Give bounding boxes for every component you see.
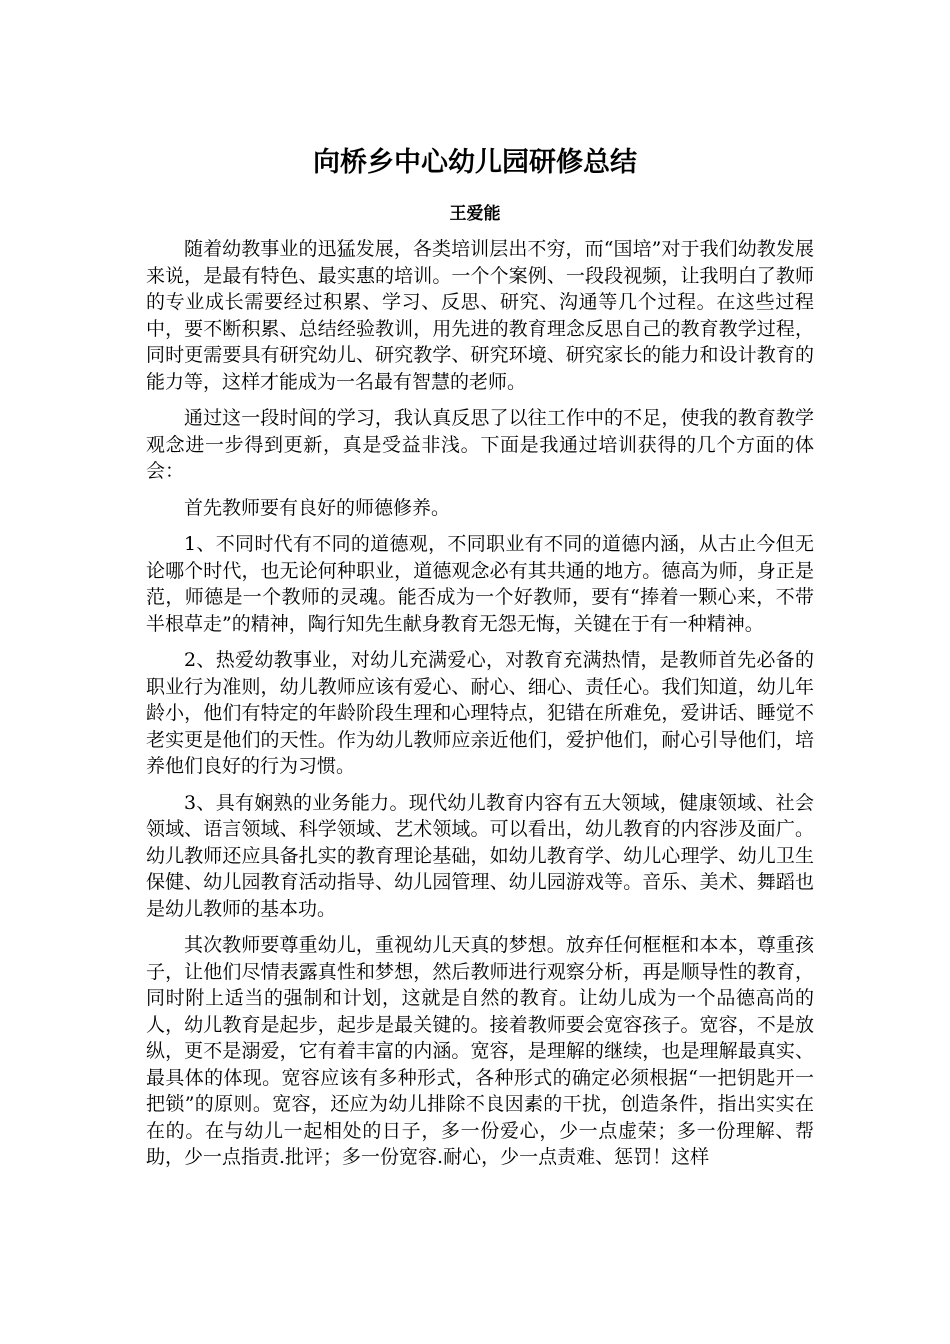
document-author: 王爱能	[449, 204, 501, 224]
paragraph: 通过这一段时间的学习，我认真反思了以往工作中的不足，使我的教育教学观念进一步得到更新，真是受益非浅。下面是我通过培训获得的几个方面的体会：	[146, 407, 814, 482]
paragraph: 随着幼教事业的迅猛发展，各类培训层出不穷，而“国培”对于我们幼教发展来说，是最有特色、最实惠的培训。一个个案例、一段段视频，让我明白了教师的专业成长需要经过积累、学习、反思、研究、沟通等几个过程。在这些过程中，要不断积累、总结经验教训，用先进的教育理念反思自己的教育教学过程，同时更需要具有研究幼儿、研究教学、研究环境、研究家长的能力和设计教育的能力等，这样才能成为一名最有智慧的老师。	[146, 238, 814, 393]
paragraph: 2、热爱幼教事业，对幼儿充满爱心，对教育充满热情，是教师首先必备的职业行为准则，幼儿教师应该有爱心、耐心、细心、责任心。我们知道，幼儿年龄小，他们有特定的年龄阶段生理和心理特点，犯错在所难免，爱讲话、睡觉不老实更是他们的天性。作为幼儿教师应亲近他们，爱护他们，耐心引导他们，培养他们良好的行为习惯。	[146, 649, 814, 777]
paragraph: 首先教师要有良好的师德修养。	[184, 496, 451, 519]
document-title: 向桥乡中心幼儿园研修总结	[313, 147, 637, 178]
document-body	[146, 236, 814, 1181]
paragraph: 3、具有娴熟的业务能力。现代幼儿教育内容有五大领域，健康领域、社会领域、语言领域、科学领域、艺术领域。可以看出，幼儿教育的内容涉及面广。幼儿教师还应具备扎实的教育理论基础，如幼儿教育学、幼儿心理学、幼儿卫生保健、幼儿园教育活动指导、幼儿园管理、幼儿园游戏等。音乐、美术、舞蹈也是幼儿教师的基本功。	[146, 791, 814, 920]
paragraph: 其次教师要尊重幼儿，重视幼儿天真的梦想。放弃任何框框和本本，尊重孩子，让他们尽情表露真性和梦想，然后教师进行观察分析，再是顺导性的教育，同时附上适当的强制和计划，这就是自然的教育。让幼儿成为一个品德高尚的人，幼儿教育是起步，起步是最关键的。接着教师要会宽容孩子。宽容，不是放纵，更不是溺爱，它有着丰富的内涵。宽容，是理解的继续，也是理解最真实、最具体的体现。宽容应该有多种形式，各种形式的确定必须根据“一把钥匙开一把锁”的原则。宽容，还应为幼儿排除不良因素的干扰，创造条件，指出实实在在的。在与幼儿一起相处的日子，多一份爱心，少一点虚荣；多一份理解、帮助，少一点指责.批评；多一份宽容.耐心，少一点责难、惩罚！这样	[146, 934, 814, 1168]
paragraph: 1、不同时代有不同的道德观，不同职业有不同的道德内涵，从古止今但无论哪个时代，也无论何种职业，道德观念必有其共通的地方。德高为师，身正是范，师德是一个教师的灵魂。能否成为一个好教师，要有“捧着一颗心来，不带半根草走”的精神，陶行知先生献身教育无怨无悔，关键在于有一种精神。	[146, 533, 814, 635]
